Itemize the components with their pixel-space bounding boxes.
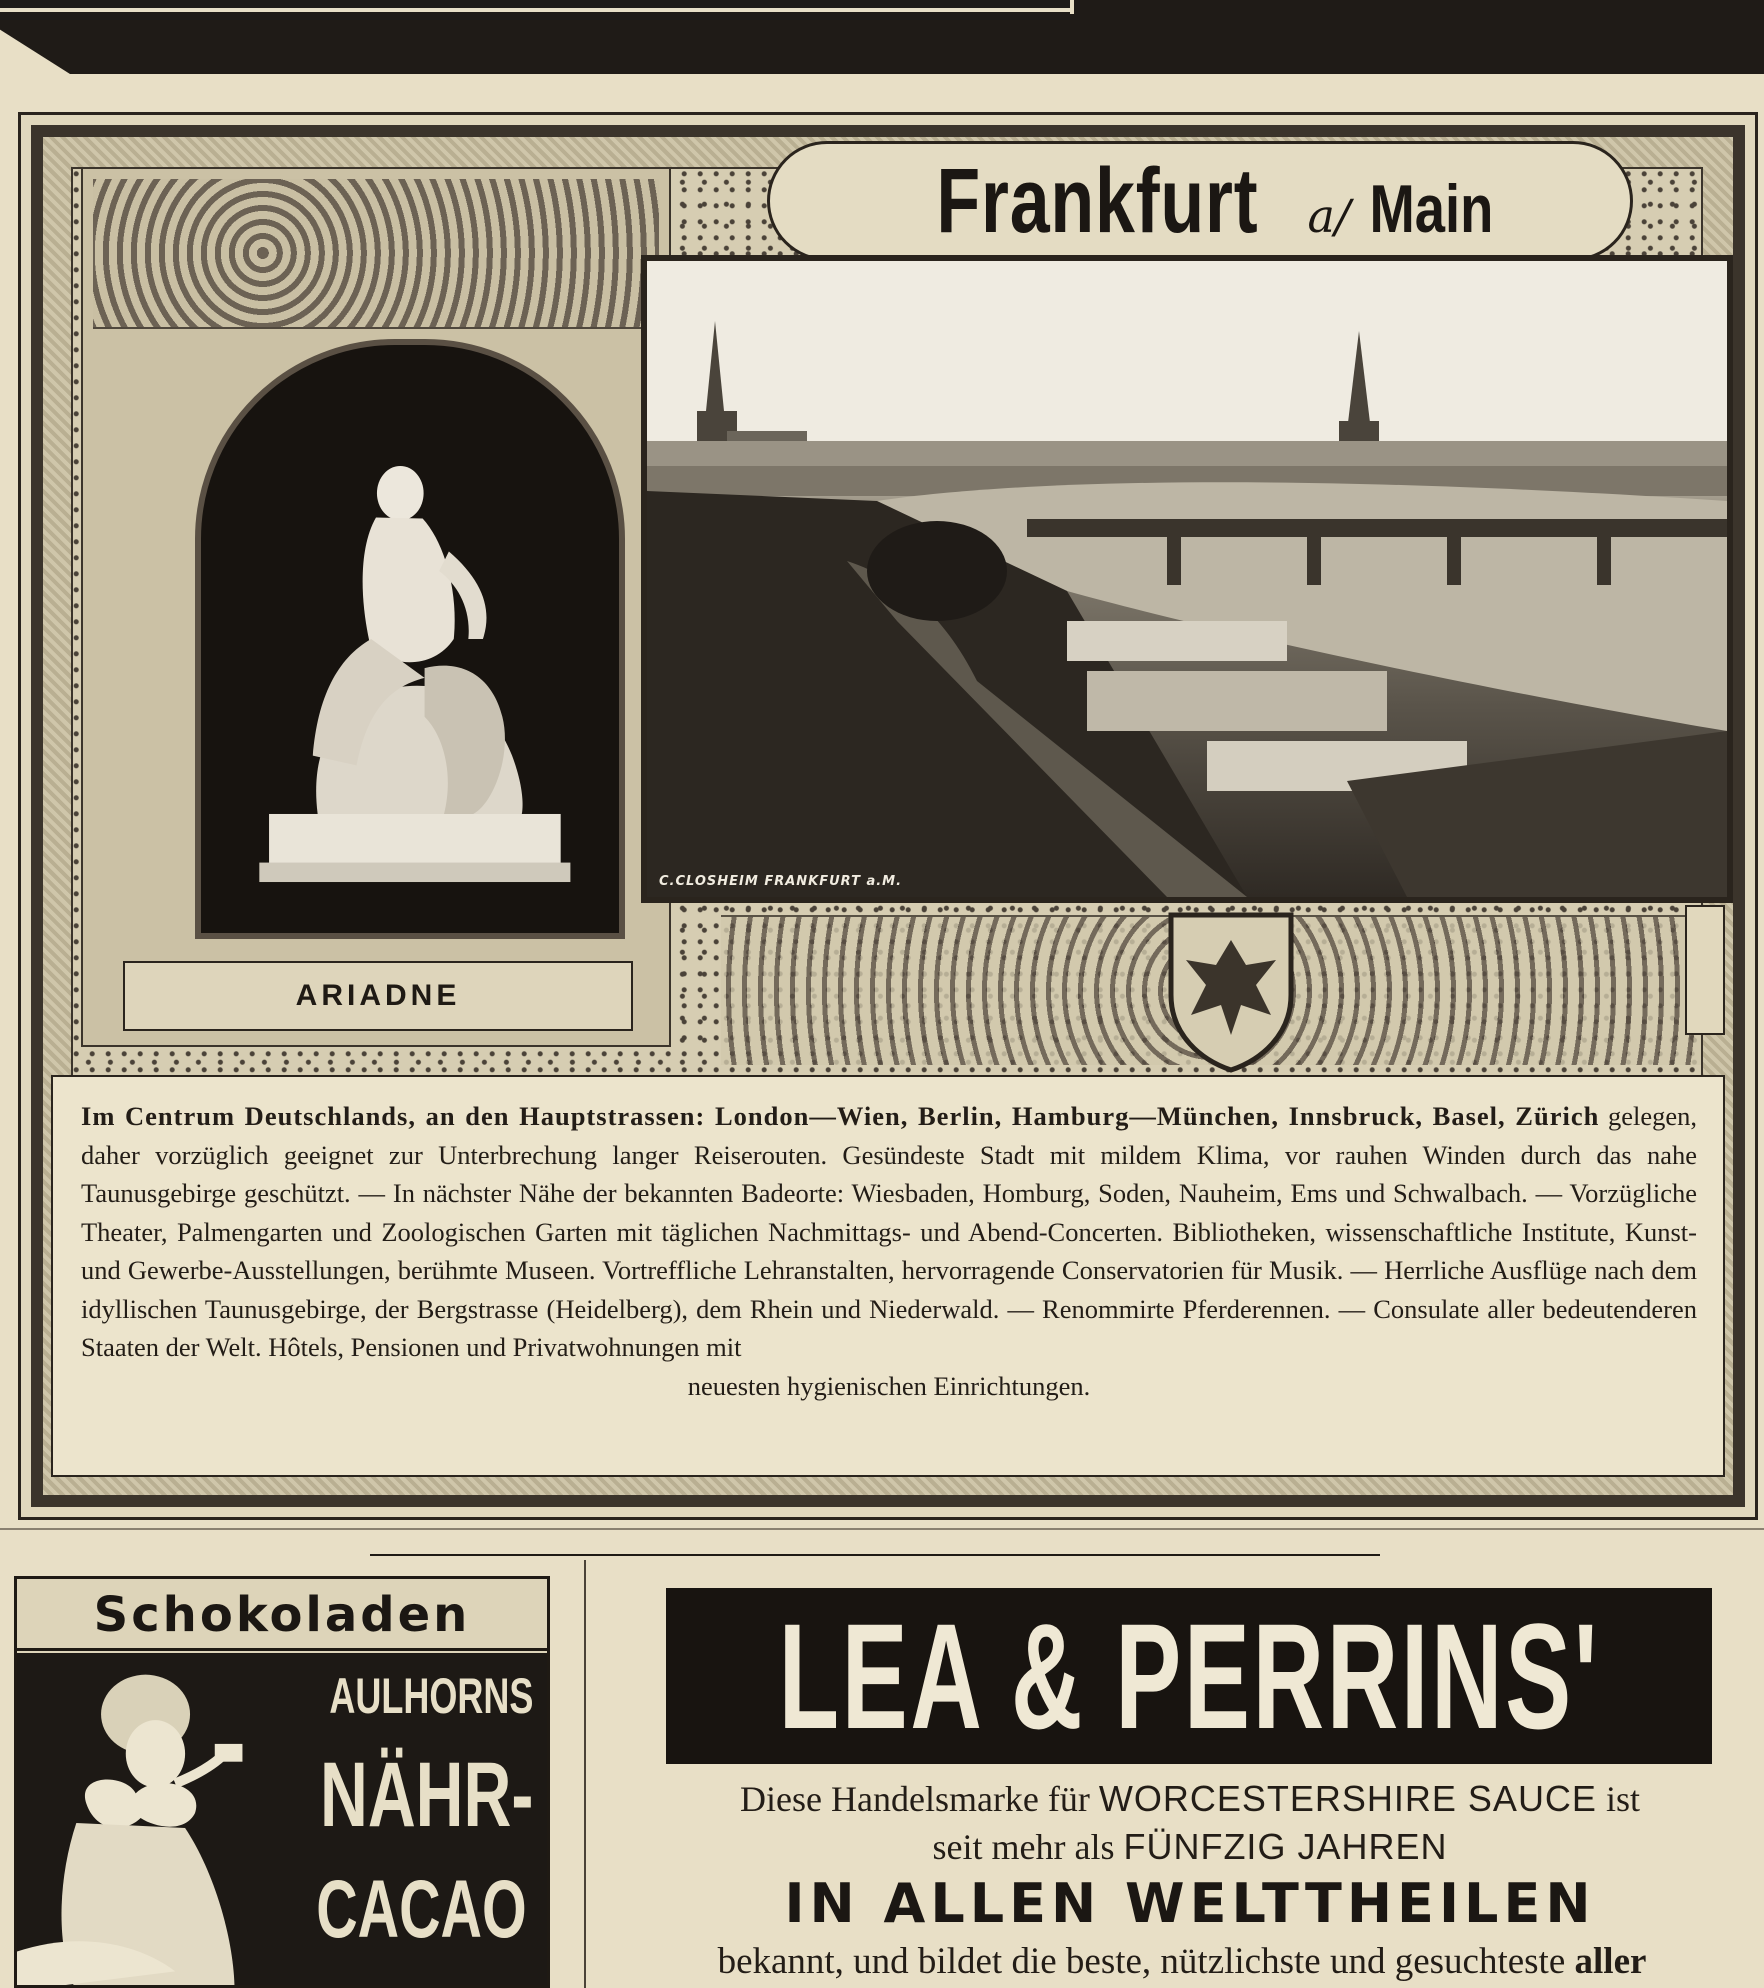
title-city: Frankfurt (936, 149, 1259, 252)
section-rule-dark (370, 1554, 1380, 1556)
title-banner (767, 141, 1633, 261)
lea-perrins-line3: IN ALLEN WELTTHEILEN (784, 1872, 1596, 1935)
title-am: a/ (1307, 188, 1351, 243)
lea-perrins-title: LEA & PERRINS' (778, 1591, 1600, 1760)
lea-line1-text: Diese Handelsmarke für (740, 1779, 1099, 1819)
lea-line1-end: ist (1596, 1779, 1640, 1819)
chocolate-advertisement (14, 1576, 550, 1988)
frankfurt-advertisement (18, 112, 1758, 1520)
lea-perrins-banner (666, 1588, 1712, 1764)
statue-panel (81, 167, 671, 1047)
lea-line2-text: seit mehr als (932, 1827, 1124, 1867)
lea-line4-text: bekannt, und bildet die beste, nützlichste und gesuchteste (717, 1941, 1575, 1982)
description-lead: Im Centrum Deutschlands, an den Hauptstrassen: London—Wien, Berlin, Hamburg—München, Innsbruck, Basel, Zürich (81, 1101, 1600, 1131)
statue-caption: ARIADNE (295, 979, 461, 1012)
lea-line2-years: FÜNFZIG JAHREN (1123, 1826, 1448, 1867)
description-last-line: neuesten hygienischen Einrichtungen. (687, 1370, 1091, 1401)
city-photo (647, 261, 1727, 897)
column-separator (584, 1560, 586, 1988)
chocolate-title: Schokoladen (17, 1579, 547, 1651)
chocolate-illustration-panel (17, 1653, 547, 1988)
frankfurt-eagle-crest-icon (1151, 905, 1311, 1075)
statue-caption-plate (123, 961, 633, 1031)
lea-perrins-line2 (620, 1826, 1760, 1868)
lea-perrins-line4 (600, 1940, 1764, 1983)
chocolate-brand: AULHORNS (329, 1668, 533, 1724)
chocolate-line2: CACAO (316, 1864, 527, 1955)
statue-illustration (201, 345, 619, 933)
corner-ornament (1685, 905, 1725, 1035)
top-column-separator (1070, 0, 1074, 14)
city-photo-frame (641, 255, 1733, 903)
griffin-ornament (93, 179, 659, 329)
chocolate-line1: NÄHR- (319, 1744, 533, 1846)
title-group (891, 149, 1510, 254)
lea-line4-bold: aller (1574, 1941, 1647, 1982)
title-river: Main (1369, 170, 1494, 247)
section-rule (0, 1528, 1764, 1530)
frankfurt-panorama (647, 261, 1727, 897)
top-rule (0, 8, 1070, 12)
lea-line1-product: WORCESTERSHIRE SAUCE (1098, 1778, 1597, 1819)
frankfurt-description (51, 1075, 1725, 1477)
ariadne-statue-image (195, 339, 625, 939)
lea-perrins-line1 (620, 1778, 1760, 1820)
description-body: gelegen, daher vorzüglich geeignet zur Unterbrechung langer Reiserouten. Gesündeste Stadt mit mildem Klima, vor rauhen Winden durch das nahe Taunusgebirge geschützt. — In nächster Nähe der bekannten Badeorte: Wiesbaden, Homburg, Soden, Nauheim, Ems und Schwalbach. — Vorzügliche Theater, Palmengarten und Zoologischen Garten mit täglichen Nachmittags- und Abend-Concerten. Bibliotheken, wissenschaftliche Institute, Kunst- und Gewerbe-Ausstellungen, berühmte Museen. Vortreffliche Lehranstalten, hervorragende Conservatorien für Musik. — Herrliche Ausflüge nach dem idyllischen Taunusgebirge, der Bergstrasse (Heidelberg), dem Rhein und Niederwald. — Renommirte Pferderennen. — Consulate aller bedeutenderen Staaten der Welt. Hôtels, Pensionen und Privatwohnungen mit (81, 1101, 1697, 1362)
photo-credit: C.CLOSHEIM FRANKFURT a.M. (659, 874, 903, 889)
